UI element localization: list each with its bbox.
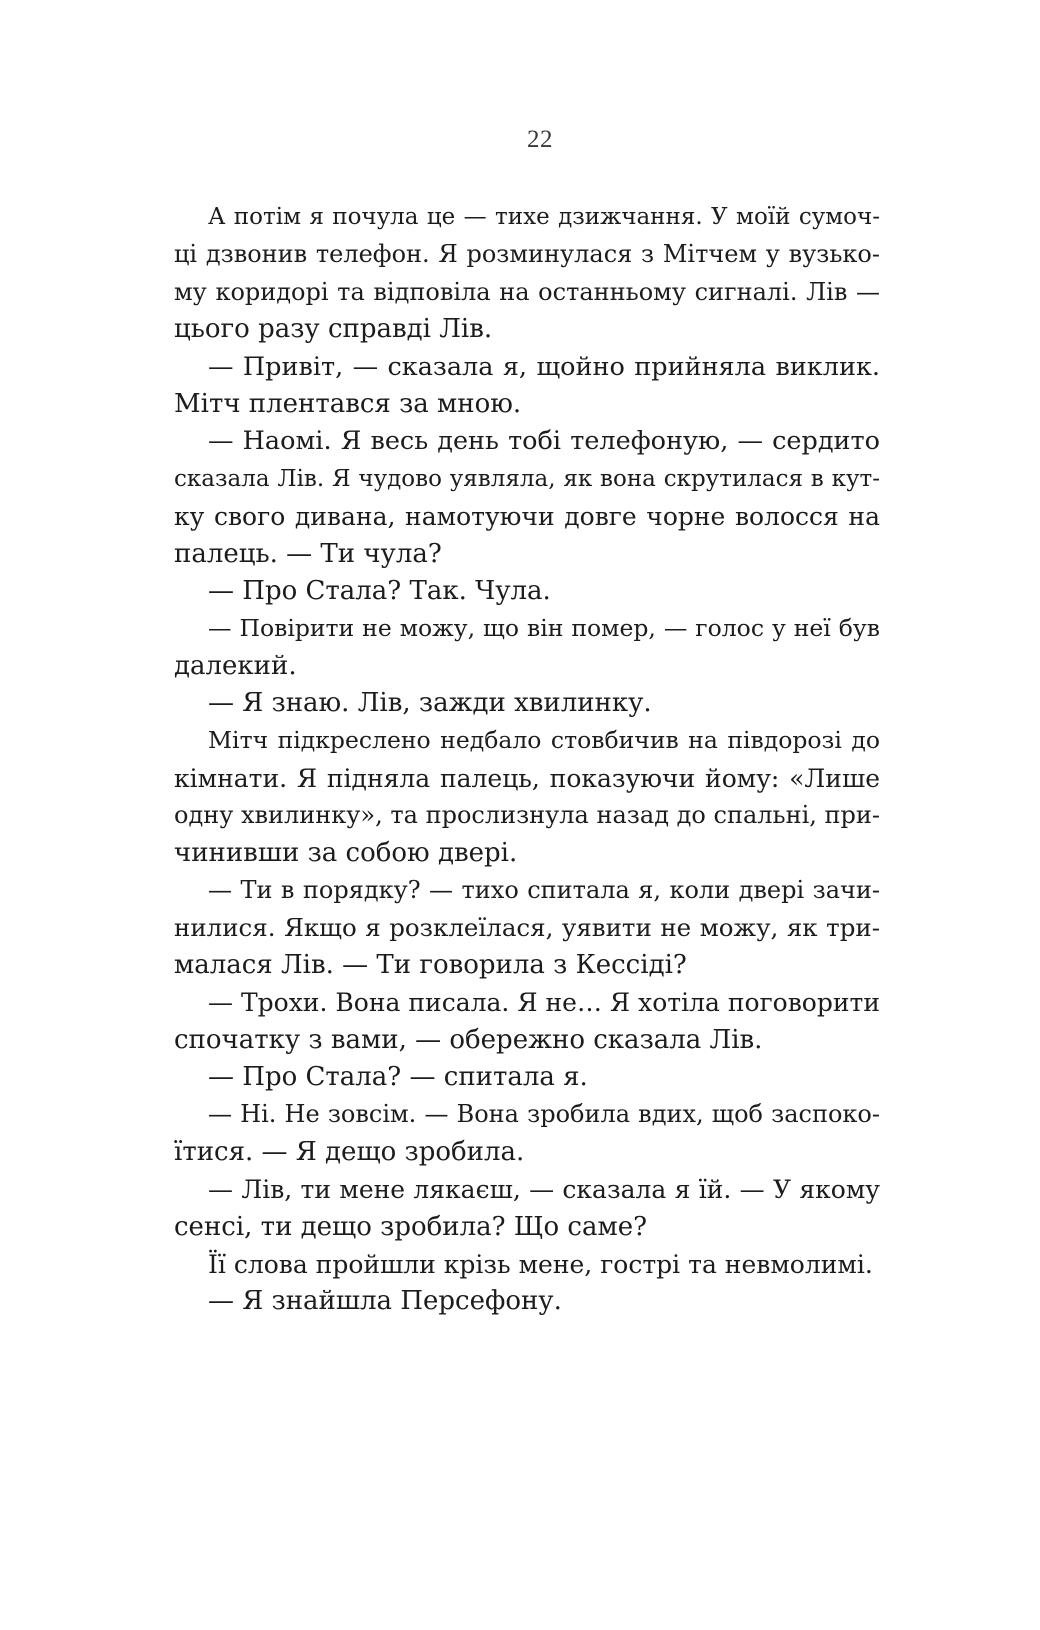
text-line: — Повірити не можу, що він помер, — голос у неї був [208, 614, 880, 643]
text-line: малася Лів. — Ти говорила з Кессіді? [174, 949, 687, 980]
text-line: Мітч плентався за мною. [174, 388, 522, 419]
text-line: — Я знаю. Лів, зажди хвилинку. [208, 688, 652, 719]
text-line: — Ні. Не зовсім. — Вона зробила вдих, щоб заспоко- [208, 1100, 880, 1129]
text-line: цього разу справді Лів. [174, 314, 493, 345]
text-line: сказала Лів. Я чудово уявляла, як вона скрутилася в кут- [174, 465, 880, 492]
text-line: — Про Стала? — спитала я. [208, 1061, 588, 1092]
text-line: Мітч підкреслено недбало стовбичив на півдорозі до [208, 726, 880, 755]
body-text [174, 199, 880, 1321]
text-line: їтися. — Я дещо зробила. [174, 1136, 525, 1167]
text-line: — Наомі. Я весь день тобі телефоную, — сердито [208, 426, 880, 457]
text-line: далекий. [174, 650, 297, 681]
text-line: — Лів, ти мене лякаєш, — сказала я їй. — У якому [208, 1175, 880, 1205]
text-line: — Ти в порядку? — тихо спитала я, коли двері зачи- [208, 876, 880, 905]
text-line: — Привіт, — сказала я, щойно прийняла виклик. [208, 351, 880, 382]
text-line: ці дзвонив телефон. Я розминулася з Мітчем у вузько- [174, 240, 880, 269]
text-line: А потім я почула це — тихе дзижчання. У моїй сумоч- [208, 204, 880, 230]
text-line: нилися. Якщо я розклеїлася, уявити не можу, як три- [174, 913, 880, 943]
text-line: чинивши за собою двері. [174, 837, 518, 868]
text-line: одну хвилинку», та прослизнула назад до спальні, при- [174, 801, 880, 830]
text-line: — Про Стала? Так. Чула. [208, 575, 551, 606]
text-line: — Я знайшла Персефону. [208, 1286, 562, 1317]
text-line: Її слова пройшли крізь мене, гострі та невмолимі. [208, 1249, 873, 1279]
text-line: ку свого дивана, намотуючи довге чорне волосся на [174, 502, 880, 532]
text-line: сенсі, ти дещо зробила? Що саме? [174, 1211, 648, 1242]
text-line: — Трохи. Вона писала. Я не… Я хотіла поговорити [208, 988, 880, 1018]
text-line: му коридорі та відповіла на останньому сигналі. Лів — [174, 277, 880, 306]
text-line: палець. — Ти чула? [174, 538, 442, 569]
text-line: кімнати. Я підняла палець, показуючи йому: «Лише [174, 763, 880, 793]
page-number: 22 [527, 126, 553, 153]
text-line: спочатку з вами, — обережно сказала Лів. [174, 1024, 763, 1055]
